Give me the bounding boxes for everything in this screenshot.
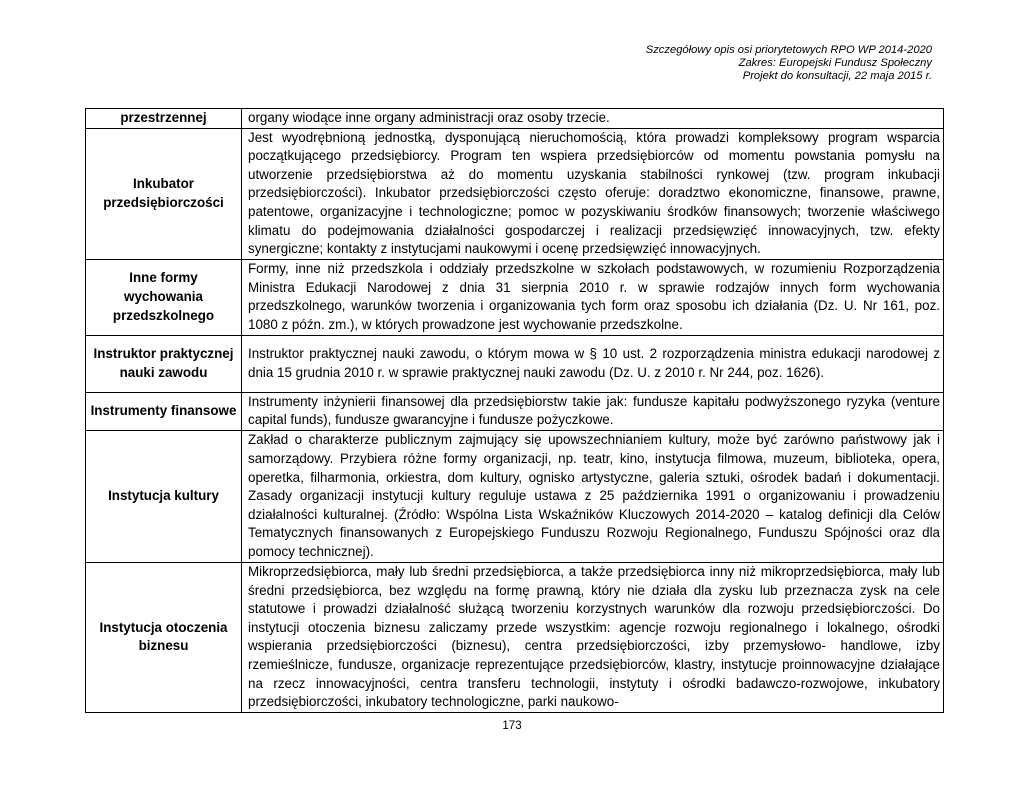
definition-cell: Jest wyodrębnioną jednostką, dysponującą nieruchomością, która prowadzi kompleksowy program wsparcia początkującego przedsiębiorcy. Program ten wspiera przedsiębiorców od momentu powstania pomysłu na utworzenie przedsiębiorstwa aż do momentu uzyskania stabilności rynkowej (tzw. program inkubacji przedsiębiorczości). Inkubator przedsiębiorczości często oferuje: doradztwo ekonomiczne, finansowe, prawne, patentowe, organizacyjne i technologiczne; pomoc w pozyskiwaniu środków finansowych; tworzenie właściwego klimatu do podejmowania działalności gospodarczej i realizacji przedsięwzięć innowacyjnych, tzw. efekty synergiczne; kontakty z instytucjami naukowymi i ocenę przedsięwzięć innowacyjnych. <box>242 128 944 259</box>
term-cell: Instrumenty finansowe <box>86 392 242 430</box>
term-cell: Instruktor praktycznej nauki zawodu <box>86 335 242 392</box>
page-number: 173 <box>502 720 522 732</box>
table-row <box>86 430 944 562</box>
header-document-title: Szczegółowy opis osi priorytetowych RPO WP 2014-2020 <box>645 44 932 56</box>
term-cell: Instytucja otoczenia biznesu <box>86 562 242 712</box>
definition-cell: organy wiodące inne organy administracji oraz osoby trzecie. <box>242 109 944 129</box>
page-header <box>646 44 932 83</box>
definition-cell: Instruktor praktycznej nauki zawodu, o którym mowa w § 10 ust. 2 rozporządzenia ministra edukacji narodowej z dnia 15 grudnia 2010 r. w sprawie praktycznej nauki zawodu (Dz. U. z 2010 r. Nr 244, poz. 1626). <box>242 335 944 392</box>
table-row <box>86 392 944 430</box>
table-row <box>86 562 944 712</box>
glossary-table <box>85 108 944 713</box>
definition-cell: Zakład o charakterze publicznym zajmujący się upowszechnianiem kultury, może być zarówno państwowy jak i samorządowy. Przybiera różne formy organizacji, np. teatr, kino, instytucja filmowa, muzeum, biblioteka, opera, operetka, filharmonia, orkiestra, dom kultury, ognisko artystyczne, galeria sztuki, ośrodek badań i dokumentacji. Zasady organizacji instytucji kultury reguluje ustawa z 25 października 1991 o organizowaniu i prowadzeniu działalności kulturalnej. (Źródło: Wspólna Lista Wskaźników Kluczowych 2014-2020 – katalog definicji dla Celów Tematycznych finansowanych z Europejskiego Funduszu Rozwoju Regionalnego, Funduszu Spójności oraz dla pomocy technicznej). <box>242 430 944 562</box>
table-row <box>86 259 944 335</box>
term-cell: przestrzennej <box>86 109 242 129</box>
header-scope: Zakres: Europejski Fundusz Społeczny <box>738 57 932 69</box>
table-row <box>86 109 944 129</box>
table-row <box>86 128 944 259</box>
definition-cell: Mikroprzedsiębiorca, mały lub średni przedsiębiorca, a także przedsiębiorca inny niż mikroprzedsiębiorca, mały lub średni przedsiębiorca, bez względu na formę prawną, który nie działa dla zysku lub przeznacza zysk na cele statutowe i prowadzi działalność służącą tworzeniu korzystnych warunków dla rozwoju przedsiębiorczości. Do instytucji otoczenia biznesu zaliczamy przede wszystkim: agencje rozwoju regionalnego i lokalnego, ośrodki wspierania przedsiębiorczości (biznesu), centra przedsiębiorczości, izby przemysłowo- handlowe, izby rzemieślnicze, fundusze, organizacje reprezentujące przedsiębiorców, klastry, instytucje proinnowacyjne działające na rzecz innowacyjności, centra transferu technologii, instytuty i ośrodki badawczo-rozwojowe, inkubatory przedsiębiorczości, inkubatory technologiczne, parki naukowo- <box>242 562 944 712</box>
table-row <box>86 335 944 392</box>
term-cell: Inkubator przedsiębiorczości <box>86 128 242 259</box>
term-cell: Inne formy wychowania przedszkolnego <box>86 259 242 335</box>
definition-cell: Instrumenty inżynierii finansowej dla przedsiębiorstw takie jak: fundusze kapitału podwyższonego ryzyka (venture capital funds), fundusze gwarancyjne i fundusze pożyczkowe. <box>242 392 944 430</box>
term-cell: Instytucja kultury <box>86 430 242 562</box>
header-draft-note: Projekt do konsultacji, 22 maja 2015 r. <box>742 70 932 82</box>
definition-cell: Formy, inne niż przedszkola i oddziały przedszkolne w szkołach podstawowych, w rozumieniu Rozporządzenia Ministra Edukacji Narodowej z dnia 31 sierpnia 2010 r. w sprawie rodzajów innych form wychowania przedszkolnego, warunków tworzenia i organizowania tych form oraz sposobu ich działania (Dz. U. Nr 161, poz. 1080 z późn. zm.), w których prowadzone jest wychowanie przedszkolne. <box>242 259 944 335</box>
